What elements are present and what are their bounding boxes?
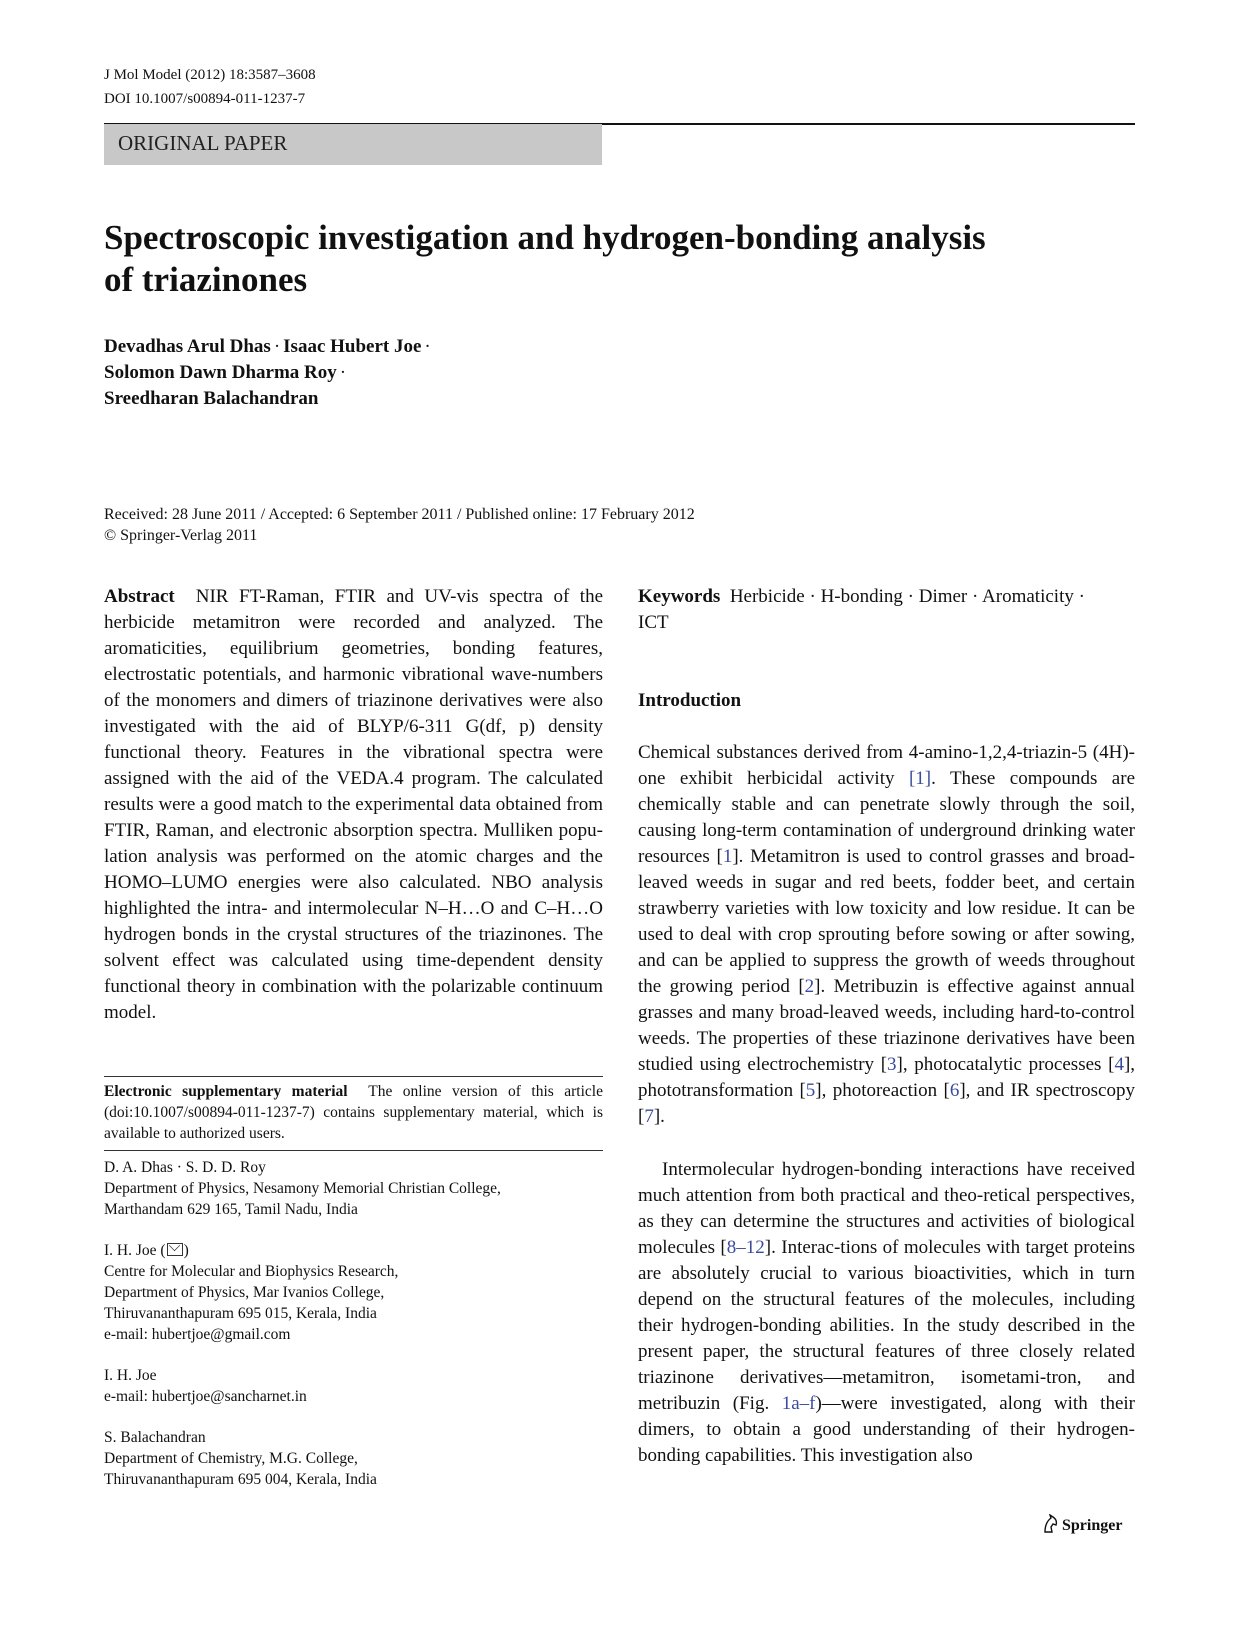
affiliation-line: Centre for Molecular and Biophysics Research,: [104, 1263, 399, 1280]
author-list: [104, 334, 434, 412]
history-dates: Received: 28 June 2011 / Accepted: 6 September 2011 / Published online: 17 February 2012: [104, 506, 695, 523]
article-title: [104, 217, 1104, 301]
keyword-separator: ·: [972, 586, 979, 607]
keyword: ICT: [638, 612, 669, 633]
title-line-1: Spectroscopic investigation and hydrogen-bonding analysis: [104, 218, 986, 257]
abstract-text: NIR FT-Raman, FTIR and UV-vis spectra of the herbicide metamitron were recorded and analyzed. The aromaticities, equilibrium geometries, bonding features, electrostatic potentials, and harmonic vibrational wave-numbers of the monomers and dimers of triazinone derivatives were also investigated with the aid of BLYP/6-311 G(df, p) density functional theory. Features in the vibrational spectra were assigned with the aid of the VEDA.4 program. The calculated results were a good match to the experimental data obtained from FTIR, Raman, and electronic absorption spectra. Mulliken popu-lation analysis was performed on the atomic charges and the HOMO–LUMO energies were also calculated. NBO analysis highlighted the intra- and intermolecular N–H…O and C–H…O hydrogen bonds in the crystal structures of the triazinones. The solvent effect was calculated using time-dependent density functional theory in combination with the polarizable continuum model.: [104, 586, 604, 1023]
paragraph-text: Chemical substances derived from 4-amino-1,2,4-triazin-5 (4H)-one exhibit herbicidal activity: [638, 742, 1135, 789]
paragraph-text: ]. Interac-tions of molecules with target proteins are absolutely crucial to various bioactivities, which in turn depend on the structural features of the molecules, including their hydrogen-bonding abilities. In the study described in the present paper, the structural features of three closely related triazinone derivatives—metamitron, isometami-tron, and metribuzin (Fig.: [638, 1237, 1136, 1414]
citation-link[interactable]: 8–12: [726, 1237, 765, 1258]
paragraph-text: . These compounds are chemically stable and can penetrate slowly through the soil, causing long-term contamination of underground drinking water resources [: [638, 768, 1135, 867]
citation-link[interactable]: 5: [805, 1080, 816, 1101]
affiliation-line: Thiruvananthapuram 695 004, Kerala, India: [104, 1471, 377, 1488]
citation-link[interactable]: 1: [722, 846, 733, 867]
keyword: Dimer: [918, 586, 968, 607]
citation-link[interactable]: 4: [1114, 1054, 1124, 1075]
keyword-separator: ·: [809, 586, 816, 607]
title-line-2: of triazinones: [104, 260, 308, 299]
author-name: Solomon Dawn Dharma Roy: [104, 362, 337, 383]
affiliation-names: I. H. Joe (: [104, 1242, 166, 1259]
introduction-paragraph: [638, 1157, 1135, 1469]
affiliation-rule: [104, 1150, 603, 1151]
affiliation: [104, 1427, 603, 1490]
figure-link[interactable]: 1a–f: [781, 1393, 816, 1414]
springer-horse-icon: [1042, 1514, 1059, 1541]
paragraph-text: ].: [653, 1106, 665, 1127]
citation-link[interactable]: 7: [644, 1106, 654, 1127]
affiliation-email: e-mail: hubertjoe@gmail.com: [104, 1326, 291, 1343]
affiliation-names: D. A. Dhas · S. D. D. Roy: [104, 1159, 266, 1176]
keyword: Aromaticity: [982, 586, 1074, 607]
publisher-name: Springer: [1062, 1517, 1123, 1534]
author-name: Devadhas Arul Dhas: [104, 336, 271, 357]
publication-dates: [104, 504, 695, 546]
abstract: [104, 584, 603, 1026]
paper-type-banner: ORIGINAL PAPER: [104, 124, 602, 165]
author-name: Sreedharan Balachandran: [104, 388, 319, 409]
affiliation-line: Marthandam 629 165, Tamil Nadu, India: [104, 1201, 358, 1218]
esm-text: The online version of this article (doi:10.1007/s00894-011-1237-7) contains supplementary material, which is available to authorized users.: [104, 1083, 603, 1142]
affiliation-names-end: ): [183, 1242, 189, 1259]
keyword-separator: ·: [907, 586, 914, 607]
paragraph-text: )—were investigated, along with their dimers, to obtain a good understanding of their hydrogen-bonding capabilities. This investigation also: [638, 1393, 1136, 1466]
citation-link[interactable]: 3: [887, 1054, 897, 1075]
paragraph-text: ], and IR spectroscopy [: [638, 1080, 1135, 1127]
copyright: © Springer-Verlag 2011: [104, 527, 258, 544]
affiliation: [104, 1240, 603, 1345]
paragraph-text: Intermolecular hydrogen-bonding interactions have received much attention from both practical and theo-retical perspectives, as they can determine the structures and activities of biological molecules [: [638, 1159, 1135, 1258]
affiliation-names-line: [104, 1240, 603, 1261]
journal-citation: J Mol Model (2012) 18:3587–3608: [104, 67, 316, 83]
section-heading-introduction: Introduction: [638, 690, 742, 711]
author-separator: ·: [273, 336, 281, 357]
paragraph-text: ], photocatalytic processes [: [896, 1054, 1115, 1075]
citation-link[interactable]: [1]: [908, 768, 932, 789]
keyword-separator: ·: [1078, 586, 1085, 607]
affiliation: [104, 1365, 603, 1407]
affiliation-email: e-mail: hubertjoe@sancharnet.in: [104, 1388, 307, 1405]
publisher-mark: [1042, 1514, 1122, 1541]
paragraph-text: ], phototransformation [: [638, 1054, 1136, 1101]
envelope-icon: [167, 1243, 183, 1256]
citation-link[interactable]: 2: [804, 976, 815, 997]
affiliation-names: S. Balachandran: [104, 1429, 206, 1446]
author-separator: ·: [339, 362, 347, 383]
affiliation: [104, 1157, 603, 1220]
author-name: Isaac Hubert Joe: [283, 336, 422, 357]
esm-rule: [104, 1076, 603, 1077]
author-separator: ·: [424, 336, 431, 357]
affiliation-line: Department of Physics, Mar Ivanios College,: [104, 1284, 385, 1301]
keywords: [638, 584, 1135, 636]
abstract-label: Abstract: [104, 586, 175, 607]
introduction-paragraph: [638, 740, 1135, 1130]
paragraph-text: ]. Metribuzin is effective against annual grasses and many broad-leaved weeds, including hard-to-control weeds. The properties of these triazinone derivatives have been studied using electrochemistry [: [638, 976, 1135, 1075]
citation-link[interactable]: 6: [949, 1080, 960, 1101]
affiliation-names: I. H. Joe: [104, 1367, 157, 1384]
keywords-label: Keywords: [638, 586, 721, 607]
doi: DOI 10.1007/s00894-011-1237-7: [104, 91, 306, 107]
paragraph-text: ]. Metamitron is used to control grasses and broad-leaved weeds in sugar and red beets, fodder beet, and certain strawberry varieties with low toxicity and low residue. It can be used to deal with crop sprouting before sowing or after sowing, and can be applied to suppress the growth of weeds throughout the growing period [: [638, 846, 1135, 997]
affiliation-line: Department of Chemistry, M.G. College,: [104, 1450, 358, 1467]
affiliation-line: Department of Physics, Nesamony Memorial Christian College,: [104, 1180, 501, 1197]
esm-label: Electronic supplementary material: [104, 1083, 348, 1100]
affiliation-line: Thiruvananthapuram 695 015, Kerala, India: [104, 1305, 377, 1322]
keyword: Herbicide: [729, 586, 805, 607]
paragraph-text: ], photoreaction [: [815, 1080, 950, 1101]
supplementary-material-note: [104, 1081, 603, 1144]
keyword: H-bonding: [820, 586, 903, 607]
